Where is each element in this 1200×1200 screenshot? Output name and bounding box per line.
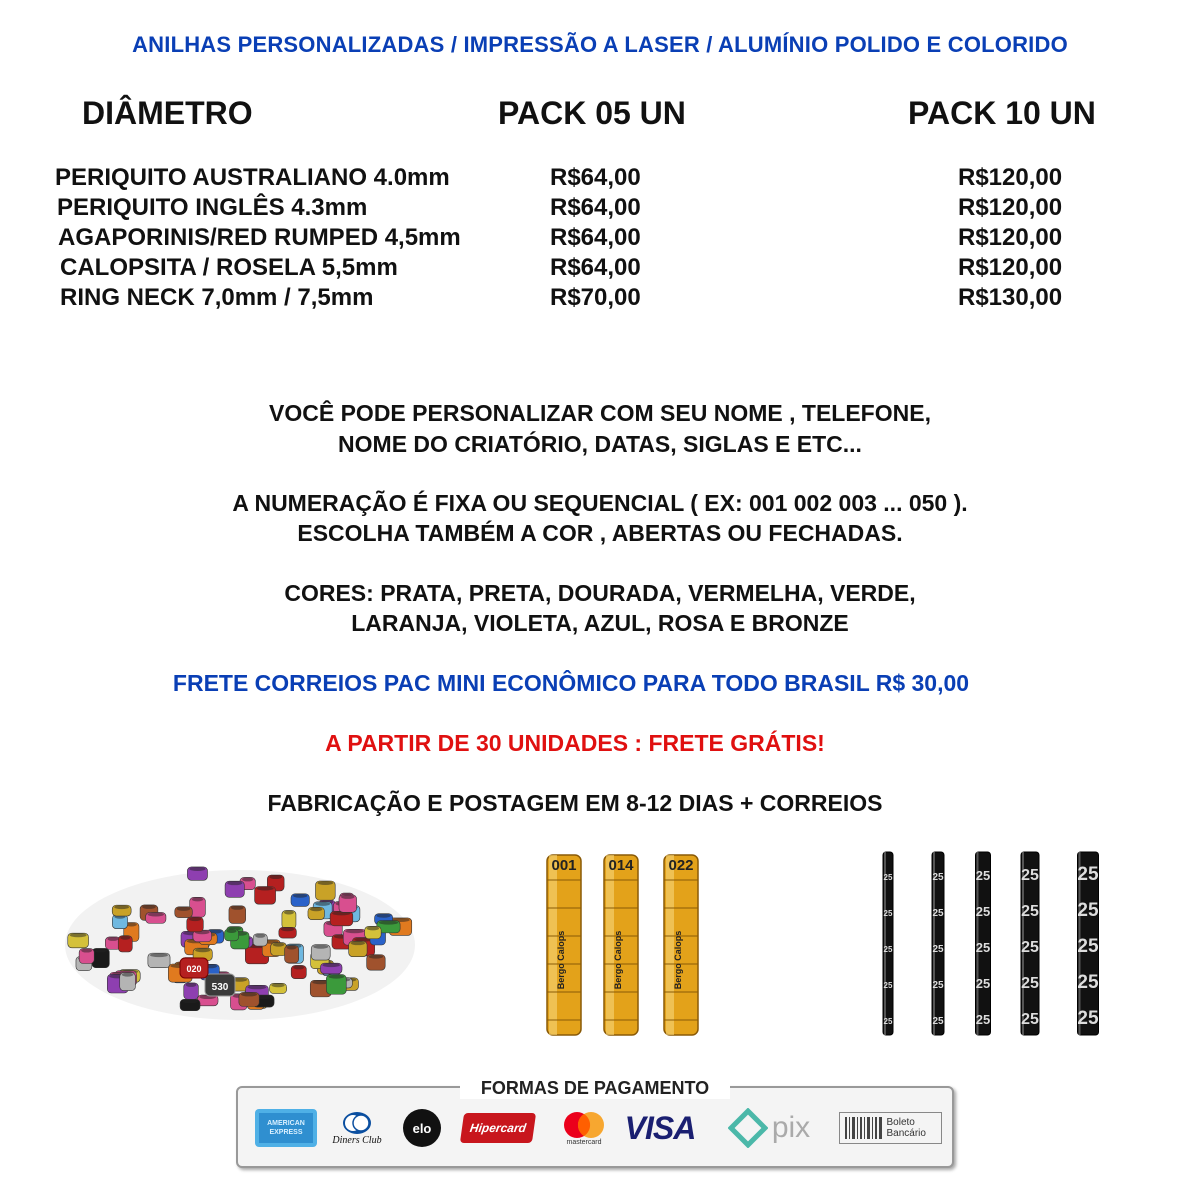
- row-pack10-price: R$120,00: [958, 194, 1063, 221]
- colors-line-2: LARANJA, VIOLETA, AZUL, ROSA E BRONZE: [351, 610, 849, 636]
- production-text: FABRICAÇÃO E POSTAGEM EM 8-12 DIAS + CORREIOS: [267, 790, 883, 816]
- colored-ring-hole: [189, 867, 205, 871]
- row-name: PERIQUITO AUSTRALIANO 4.0mm: [55, 164, 450, 191]
- black-ring-number: 25: [1077, 972, 1099, 993]
- row-pack5-price: R$64,00: [550, 194, 641, 221]
- black-ring-number: 25: [883, 1017, 893, 1026]
- black-ring-number: 25: [975, 868, 991, 883]
- row-pack5-price: R$64,00: [550, 164, 641, 191]
- numbering-line-1: A NUMERAÇÃO É FIXA OU SEQUENCIAL ( EX: 001 002 003 ... 050 ).: [232, 490, 968, 516]
- black-ring: [976, 852, 991, 1035]
- colored-ring-hole: [293, 894, 307, 898]
- colored-ring-number: 530: [211, 982, 229, 993]
- colored-ring-hole: [120, 936, 130, 940]
- colored-ring-number: 020: [186, 964, 202, 974]
- gold-ring-number: 001: [551, 857, 577, 874]
- colored-ring-hole: [315, 902, 330, 906]
- row-pack5-price: R$64,00: [550, 254, 641, 281]
- black-ring: [883, 852, 893, 1035]
- row-name: CALOPSITA / ROSELA 5,5mm: [60, 254, 398, 281]
- colored-ring-hole: [322, 963, 340, 967]
- gold-ring: [547, 855, 581, 1035]
- colored-ring-hole: [192, 897, 204, 901]
- numbering-line-2: ESCOLHA TAMBÉM A COR , ABERTAS OU FECHADAS.: [297, 520, 903, 546]
- colored-ring-hole: [284, 910, 294, 914]
- colored-ring-hole: [377, 914, 391, 918]
- black-ring-number: 25: [932, 1016, 944, 1027]
- page-header: ANILHAS PERSONALIZADAS / IMPRESSÃO A LASER / ALUMÍNIO POLIDO E COLORIDO: [132, 32, 1068, 57]
- amex-icon: AMERICAN EXPRESS: [254, 1108, 318, 1148]
- black-ring-number: 25: [1021, 975, 1039, 992]
- black-ring-number: 25: [1077, 1008, 1099, 1029]
- colored-ring-hole: [122, 973, 134, 977]
- black-ring-number: 25: [1021, 867, 1039, 884]
- colored-ring-hole: [318, 881, 334, 885]
- row-pack10-price: R$120,00: [958, 164, 1063, 191]
- black-ring-number: 25: [932, 980, 944, 991]
- row-pack5-price: R$64,00: [550, 224, 641, 251]
- colored-ring-hole: [227, 881, 242, 885]
- black-ring: [932, 852, 944, 1035]
- diners-icon: Diners Club: [326, 1108, 388, 1148]
- personalize-line-1: VOCÊ PODE PERSONALIZAR COM SEU NOME , TELEFONE,: [269, 400, 931, 426]
- colored-ring-hole: [248, 985, 267, 989]
- mastercard-icon: mastercard: [556, 1108, 612, 1148]
- gold-ring-text: Bergo Calops: [556, 930, 566, 990]
- black-ring-number: 25: [932, 908, 944, 919]
- colored-ring-hole: [313, 945, 328, 949]
- colored-ring-hole: [148, 912, 164, 916]
- colored-ring-hole: [242, 877, 253, 881]
- colored-ring-hole: [273, 943, 285, 947]
- colored-ring-hole: [341, 895, 355, 899]
- column-diameter: DIÂMETRO: [82, 95, 253, 131]
- gold-rings-photo: [547, 855, 698, 1035]
- colored-ring-hole: [226, 929, 236, 933]
- black-ring-number: 25: [1077, 936, 1099, 957]
- colored-ring-hole: [345, 929, 364, 933]
- black-ring-number: 25: [883, 909, 893, 918]
- colored-ring-hole: [287, 946, 297, 950]
- personalize-line-2: NOME DO CRIATÓRIO, DATAS, SIGLAS E ETC...: [338, 431, 862, 457]
- row-pack10-price: R$120,00: [958, 224, 1063, 251]
- colored-ring-hole: [177, 907, 191, 911]
- colored-rings-photo: [65, 867, 415, 1020]
- row-pack5-price: R$70,00: [550, 284, 641, 311]
- colored-ring-hole: [351, 941, 365, 945]
- colored-ring-hole: [255, 934, 265, 938]
- visa-icon: VISA: [624, 1109, 696, 1146]
- row-pack10-price: R$130,00: [958, 284, 1063, 311]
- colored-ring-hole: [70, 933, 87, 937]
- column-pack5: PACK 05 UN: [498, 95, 686, 131]
- black-rings-photo: [883, 852, 1099, 1035]
- hipercard-icon: Hipercard: [460, 1108, 536, 1148]
- colored-ring-hole: [293, 965, 304, 969]
- gold-ring-text: Bergo Calops: [673, 930, 683, 990]
- colored-ring-hole: [281, 927, 295, 931]
- free-shipping-text: A PARTIR DE 30 UNIDADES : FRETE GRÁTIS!: [325, 730, 825, 756]
- row-name: PERIQUITO INGLÊS 4.3mm: [57, 194, 368, 221]
- colored-ring-hole: [328, 975, 344, 979]
- colored-ring-hole: [257, 887, 274, 891]
- gold-ring: [604, 855, 638, 1035]
- colored-ring-hole: [269, 875, 282, 879]
- colored-ring-hole: [186, 983, 197, 987]
- colored-ring-hole: [142, 905, 156, 909]
- black-ring-number: 25: [883, 981, 893, 990]
- boleto-icon: Boleto Bancário: [838, 1108, 942, 1148]
- black-ring-number: 25: [1021, 903, 1039, 920]
- elo-icon: elo: [400, 1108, 444, 1148]
- black-ring-number: 25: [975, 976, 991, 991]
- black-ring-number: 25: [975, 904, 991, 919]
- colored-ring-hole: [189, 917, 202, 921]
- black-ring-number: 25: [1077, 900, 1099, 921]
- colored-ring-hole: [367, 926, 379, 930]
- black-ring-number: 25: [932, 872, 944, 883]
- shipping-text: FRETE CORREIOS PAC MINI ECONÔMICO PARA TODO BRASIL R$ 30,00: [172, 670, 970, 696]
- black-ring-number: 25: [1021, 939, 1039, 956]
- column-pack10: PACK 10 UN: [908, 95, 1096, 131]
- colored-ring-hole: [94, 948, 107, 952]
- row-name: RING NECK 7,0mm / 7,5mm: [60, 284, 374, 311]
- row-name: AGAPORINIS/RED RUMPED 4,5mm: [58, 224, 461, 251]
- colored-ring-hole: [107, 937, 118, 941]
- gold-ring-number: 014: [608, 857, 634, 874]
- black-ring-number: 25: [1021, 1011, 1039, 1028]
- colored-ring-hole: [81, 949, 92, 953]
- colored-ring-hole: [379, 921, 398, 925]
- row-pack10-price: R$120,00: [958, 254, 1063, 281]
- colored-ring-hole: [114, 905, 129, 909]
- product-photos: [0, 840, 1200, 1050]
- pix-icon: pix: [716, 1108, 822, 1148]
- colored-ring-hole: [369, 955, 384, 959]
- colored-ring-hole: [271, 983, 284, 987]
- black-ring-number: 25: [975, 940, 991, 955]
- colored-ring-hole: [195, 948, 210, 952]
- colored-ring-hole: [182, 999, 198, 1003]
- gold-ring: [664, 855, 698, 1035]
- gold-ring-text: Bergo Calops: [613, 930, 623, 990]
- black-ring-number: 25: [883, 873, 893, 882]
- gold-ring-number: 022: [668, 857, 694, 874]
- payment-title: FORMAS DE PAGAMENTO: [460, 1078, 730, 1099]
- black-ring: [1077, 852, 1099, 1035]
- black-ring-number: 25: [883, 945, 893, 954]
- black-ring-number: 25: [975, 1012, 991, 1027]
- colored-ring-hole: [231, 906, 244, 910]
- colored-ring-hole: [241, 992, 257, 996]
- black-ring: [1021, 852, 1039, 1035]
- colored-ring-hole: [310, 907, 322, 911]
- black-ring-number: 25: [1077, 864, 1099, 885]
- colors-line-1: CORES: PRATA, PRETA, DOURADA, VERMELHA, VERDE,: [284, 580, 916, 606]
- black-ring-number: 25: [932, 944, 944, 955]
- colored-ring-hole: [150, 953, 168, 957]
